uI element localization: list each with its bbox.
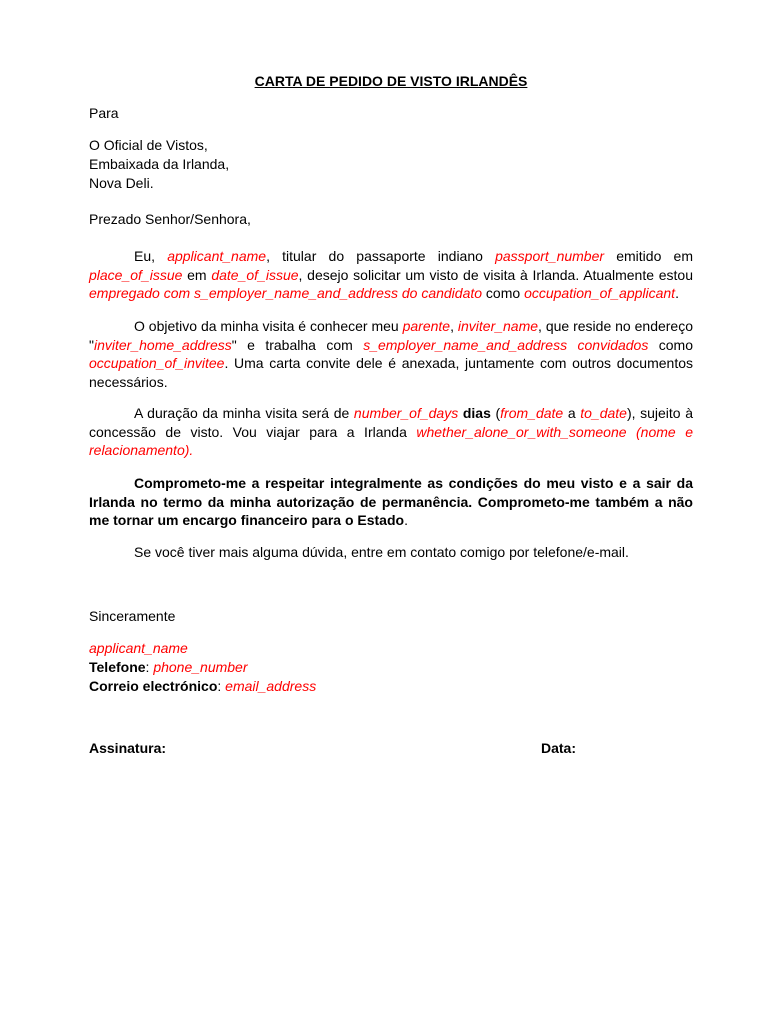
text: em — [182, 266, 212, 283]
inviter-home-address-placeholder: inviter_home_address — [93, 336, 232, 353]
text: . — [675, 285, 679, 302]
text: , titular do passaporte indiano — [266, 248, 496, 264]
text: A duração da minha visita será de — [134, 405, 354, 421]
email-line — [89, 677, 316, 695]
addressee-line-1: O Oficial de Vistos, — [89, 137, 208, 153]
text: : — [145, 659, 154, 675]
to-label: Para — [89, 105, 119, 121]
text: Comprometo-me a respeitar integralmente as condições do meu visto e a sair da Irlanda no termo da minha autorização de permanência. Comprometo-me também a não me tornar um encargo financeiro para o Estado — [89, 475, 693, 529]
inviter-name-placeholder: inviter_name — [457, 318, 539, 334]
to-date-placeholder: to_date — [580, 405, 627, 421]
text: ( — [490, 405, 501, 421]
number-of-days-placeholder: number_of_days — [353, 405, 459, 421]
text: , que reside no endereço " — [89, 318, 693, 353]
email-label: Correio electrónico — [89, 678, 218, 694]
text: : — [217, 678, 226, 694]
text: como — [482, 285, 525, 302]
text: " e trabalha com — [231, 336, 364, 353]
paragraph-introduction — [89, 247, 693, 303]
text: a — [563, 405, 581, 421]
companion-placeholder: whether_alone_or_with_someone (nome e relacionamento). — [89, 423, 693, 459]
date-label: Data: — [541, 740, 577, 756]
occupation-placeholder: occupation_of_applicant — [524, 285, 676, 302]
closing: Sinceramente — [89, 608, 176, 624]
phone-label: Telefone — [89, 659, 146, 675]
paragraph-contact: Se você tiver mais alguma dúvida, entre em contato comigo por telefone/e-mail. — [134, 544, 629, 560]
applicant-name-placeholder: applicant_name — [167, 248, 267, 264]
text: como — [648, 336, 693, 353]
phone-placeholder: phone_number — [153, 659, 248, 675]
text: , — [450, 318, 458, 334]
employer-placeholder: empregado com s_employer_name_and_address do candidato — [89, 285, 483, 302]
text: . — [404, 512, 408, 529]
signer-name-placeholder: applicant_name — [89, 640, 188, 656]
relation-placeholder: parente — [402, 318, 451, 334]
invitee-occupation-placeholder: occupation_of_invitee — [89, 355, 225, 372]
text: O objetivo da minha visita é conhecer meu — [134, 318, 403, 334]
text: Eu, — [134, 248, 168, 264]
place-of-issue-placeholder: place_of_issue — [89, 266, 183, 283]
salutation: Prezado Senhor/Senhora, — [89, 211, 251, 227]
text: , desejo solicitar um visto de visita à Irlanda. Atualmente estou — [298, 266, 693, 283]
signature-label: Assinatura: — [89, 740, 167, 756]
date-of-issue-placeholder: date_of_issue — [211, 266, 299, 283]
paragraph-commitment — [89, 474, 693, 530]
phone-line — [89, 658, 248, 676]
passport-number-placeholder: passport_number — [495, 248, 605, 264]
days-label: dias — [462, 405, 491, 421]
from-date-placeholder: from_date — [500, 405, 564, 421]
invitee-employer-placeholder: s_employer_name_and_address convidados — [363, 336, 649, 353]
addressee-line-2: Embaixada da Irlanda, — [89, 156, 230, 172]
text: ), sujeito à concessão de visto. Vou viajar para a Irlanda — [89, 405, 694, 440]
email-placeholder: email_address — [225, 678, 317, 694]
paragraph-duration — [89, 404, 693, 460]
paragraph-purpose — [89, 317, 693, 392]
text: emitido em — [604, 248, 693, 264]
text: . Uma carta convite dele é anexada, juntamente com outros documentos necessários. — [89, 355, 693, 391]
addressee-line-3: Nova Deli. — [89, 175, 154, 191]
letter-title: CARTA DE PEDIDO DE VISTO IRLANDÊS — [254, 73, 528, 89]
